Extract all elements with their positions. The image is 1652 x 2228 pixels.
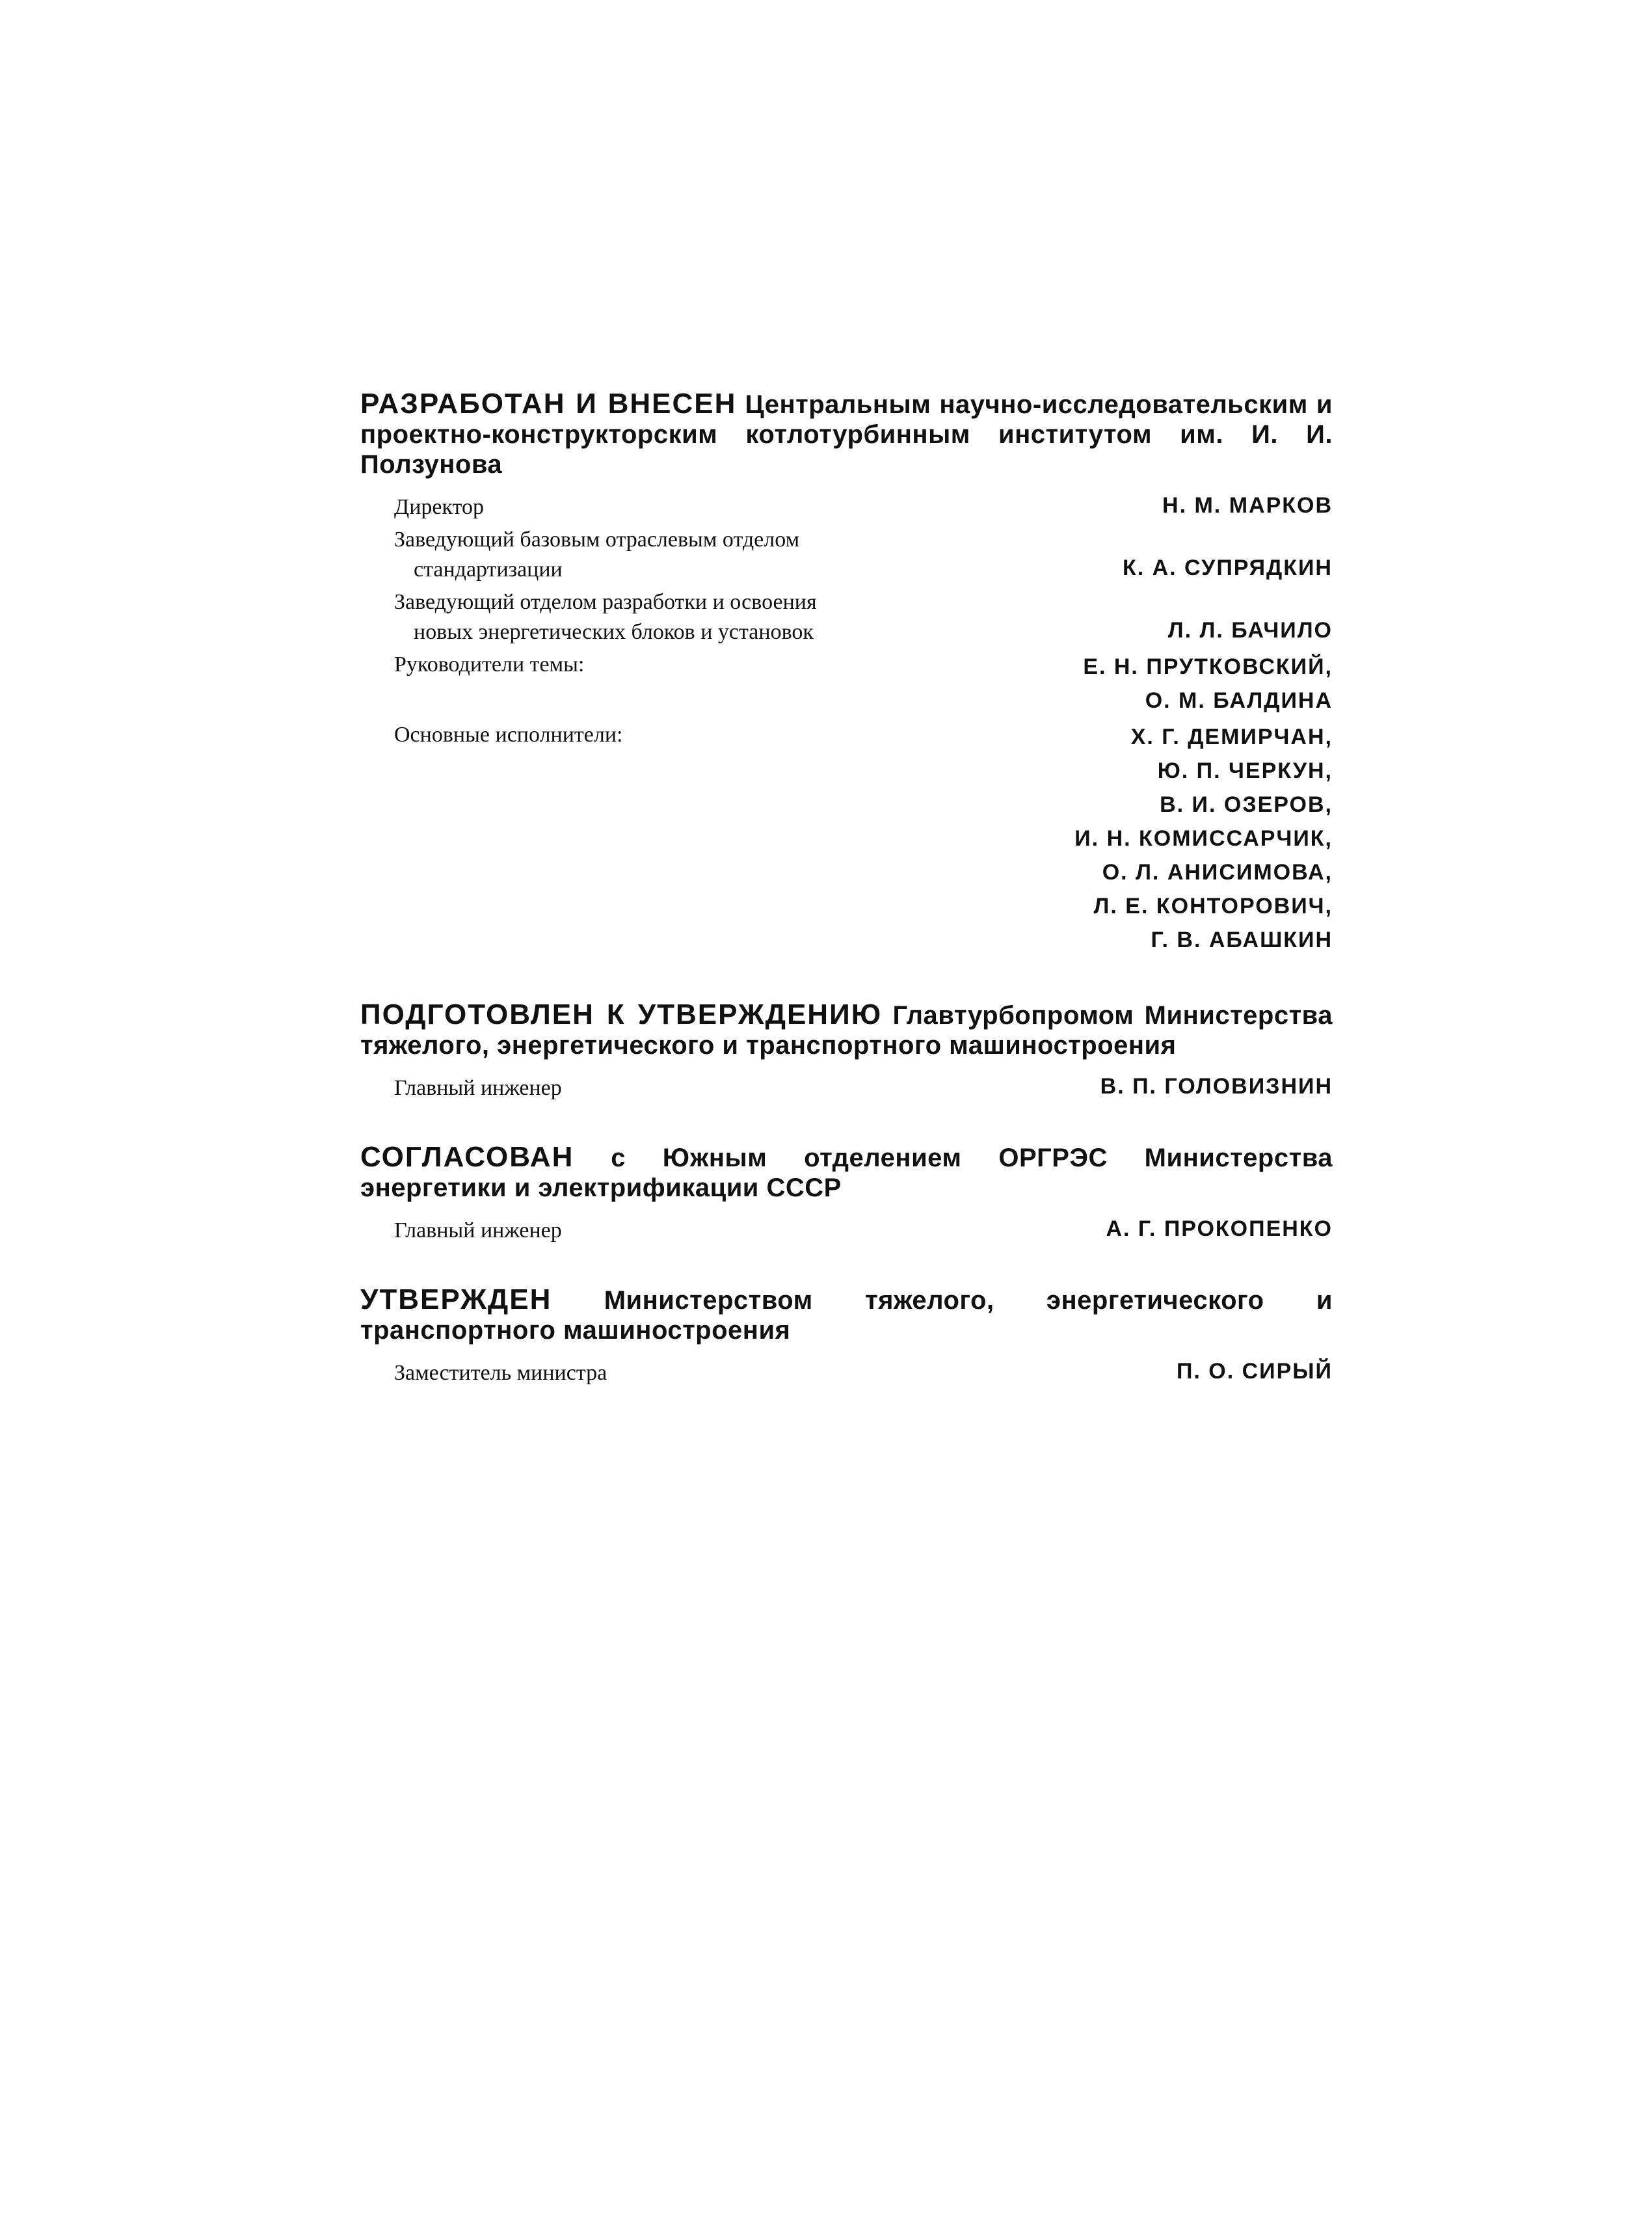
signatory-row — [360, 489, 1333, 522]
names-list — [1074, 720, 1333, 957]
section-heading — [360, 1000, 1333, 1060]
section-developed — [360, 389, 1333, 957]
signatory-row — [360, 525, 1333, 585]
signatory-name: Н. М. МАРКОВ — [1162, 493, 1333, 518]
signatory-name: О. М. БАЛДИНА — [1145, 688, 1333, 713]
role-label — [394, 492, 888, 522]
section-lead: УТВЕРЖДЕН — [360, 1283, 552, 1315]
signatory-name: О. Л. АНИСИМОВА, — [1102, 860, 1333, 885]
role-text: Заведующий базовым отраслевым отделом — [394, 528, 800, 552]
names-list — [1168, 613, 1333, 647]
section-heading — [360, 1285, 1333, 1345]
role-text: Основные исполнители: — [394, 723, 623, 747]
role-text: Руководители темы: — [394, 652, 585, 677]
signatory-row — [360, 1069, 1333, 1103]
role-text: Заместитель министра — [394, 1361, 607, 1385]
section-approved — [360, 1285, 1333, 1388]
signatory-name: Х. Г. ДЕМИРЧАН, — [1130, 725, 1333, 749]
section-heading — [360, 1142, 1333, 1203]
names-list — [1162, 489, 1333, 522]
signatory-row — [360, 720, 1333, 957]
signatory-name: П. О. СИРЫЙ — [1176, 1359, 1333, 1384]
names-list — [1177, 1354, 1333, 1388]
role-text: Директор — [394, 495, 484, 519]
document-page — [360, 389, 1333, 1427]
role-label — [394, 650, 888, 680]
section-text: Центральным научно-исследовательским и проектно-конструкторским котлотурбинным институтом им. И. И. Ползунова — [360, 390, 1333, 479]
signatory-name: Е. Н. ПРУТКОВСКИЙ, — [1083, 654, 1333, 679]
role-text-continued: стандартизации — [414, 557, 563, 582]
section-text: с Южным отделением ОРГРЭС Министерства энергетики и электрификации СССР — [360, 1144, 1333, 1202]
signatory-row — [360, 650, 1333, 718]
section-heading — [360, 389, 1333, 479]
signatory-name: И. Н. КОМИССАРЧИК, — [1074, 826, 1333, 851]
signatory-name: Л. Е. КОНТОРОВИЧ, — [1093, 894, 1333, 919]
signatory-row — [360, 587, 1333, 647]
role-text-continued: новых энергетических блоков и установок — [414, 620, 814, 644]
section-agreed — [360, 1142, 1333, 1246]
role-label — [394, 587, 888, 647]
role-label — [394, 720, 888, 750]
section-text: Министерством тяжелого, энергетического и транспортного машиностроения — [360, 1286, 1333, 1345]
signatory-name: Г. В. АБАШКИН — [1151, 928, 1333, 952]
section-lead: РАЗРАБОТАН И ВНЕСЕН — [360, 388, 737, 420]
section-lead: ПОДГОТОВЛЕН К УТВЕРЖДЕНИЮ — [360, 999, 883, 1030]
names-list — [1083, 650, 1333, 718]
names-list — [1100, 1069, 1333, 1103]
names-list — [1123, 551, 1333, 585]
signatory-name: В. И. ОЗЕРОВ, — [1160, 792, 1333, 817]
role-label — [394, 1216, 888, 1246]
role-label — [394, 1073, 888, 1103]
signatory-name: Ю. П. ЧЕРКУН, — [1157, 758, 1333, 783]
signatory-row — [360, 1212, 1333, 1246]
signatory-name: Л. Л. БАЧИЛО — [1167, 618, 1333, 643]
section-lead: СОГЛАСОВАН — [360, 1141, 574, 1173]
signatory-name: К. А. СУПРЯДКИН — [1122, 556, 1333, 580]
signatory-row — [360, 1354, 1333, 1388]
role-label — [394, 1358, 888, 1388]
signatory-name: А. Г. ПРОКОПЕНКО — [1106, 1216, 1333, 1241]
role-text: Заведующий отделом разработки и освоения — [394, 590, 817, 614]
names-list — [1106, 1212, 1333, 1246]
role-label — [394, 525, 888, 585]
role-text: Главный инженер — [394, 1076, 562, 1100]
section-text: Главтурбопромом Министерства тяжелого, энергетического и транспортного машиностроения — [360, 1001, 1333, 1060]
role-text: Главный инженер — [394, 1218, 562, 1242]
section-prepared — [360, 1000, 1333, 1103]
signatory-name: В. П. ГОЛОВИЗНИН — [1100, 1074, 1333, 1099]
